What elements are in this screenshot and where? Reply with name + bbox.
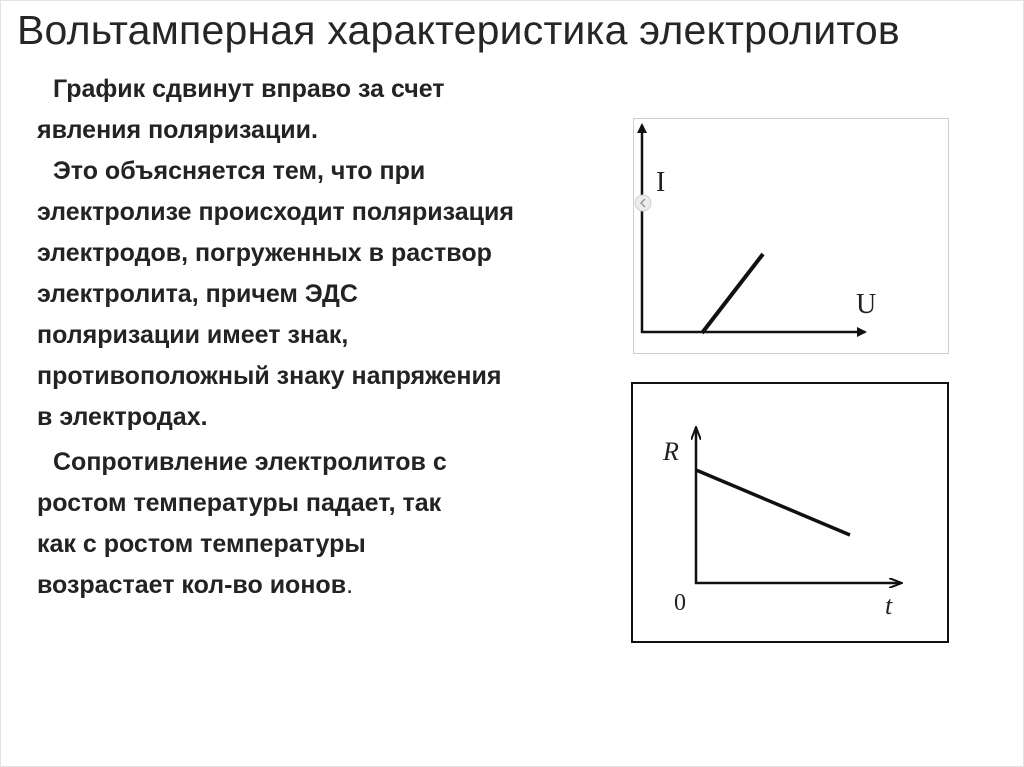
resistance-temperature-graph (631, 382, 949, 643)
text-line: Сопротивление электролитов с (53, 448, 447, 476)
chevron-left-icon[interactable] (635, 195, 651, 211)
current-voltage-svg (634, 119, 950, 355)
resistance-temperature-svg (633, 384, 947, 641)
text-line: электролизе происходит поляризация (37, 198, 514, 226)
text-line: График сдвинут вправо за счет (53, 75, 445, 103)
text-line: электродов, погруженных в раствор (37, 239, 492, 267)
trailing-period: . (346, 571, 354, 599)
text-line: ростом температуры падает, так (37, 489, 442, 517)
resistance-line (696, 470, 850, 535)
y-axis-label: R (663, 437, 679, 466)
text-line: явления поляризации. (37, 116, 318, 144)
x-axis-label: U (856, 289, 877, 320)
slide-title: Вольтамперная характеристика электролитов (17, 7, 900, 53)
paragraph-polarization-shift (37, 69, 445, 151)
paragraph-resistance-temperature (37, 442, 447, 606)
paragraph-polarization-explanation (37, 151, 514, 438)
x-axis-label: t (885, 591, 893, 620)
text-line: в электродах. (37, 403, 208, 431)
y-axis-label: I (656, 167, 666, 198)
text-line: Это объясняется тем, что при (53, 157, 426, 185)
text-line: противоположный знаку напряжения (37, 362, 502, 390)
current-voltage-graph (633, 118, 949, 354)
origin-label: 0 (674, 590, 686, 616)
text-line (37, 565, 447, 606)
characteristic-line (702, 254, 763, 333)
text-line: электролита, причем ЭДС (37, 280, 358, 308)
text-line: поляризации имеет знак, (37, 321, 349, 349)
text-line-content: возрастает кол-во ионов (37, 571, 347, 599)
text-line: как с ростом температуры (37, 530, 366, 558)
